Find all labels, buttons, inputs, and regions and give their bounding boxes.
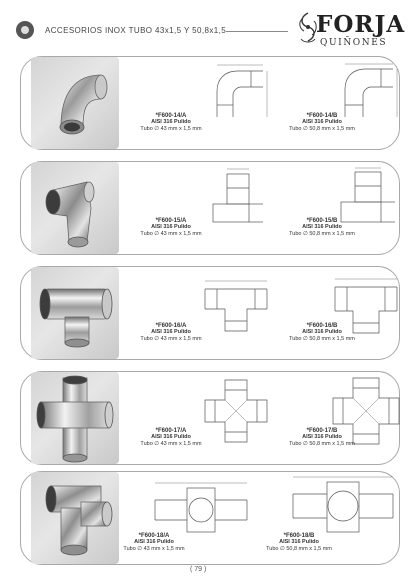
product-size: Tubo ∅ 43 mm x 1,5 mm (140, 335, 202, 342)
page-header (0, 0, 416, 58)
product-code: *F600-16/A (155, 323, 187, 329)
product-size: Tubo ∅ 43 mm x 1,5 mm (140, 230, 202, 237)
product-code: *F600-18/B (283, 533, 315, 539)
product-size: Tubo ∅ 50,8 mm x 1,5 mm (289, 335, 355, 342)
product-material: AISI 316 Pulido (151, 329, 191, 336)
brand-subtitle: QUIÑONES (320, 38, 388, 48)
product-label-b (279, 218, 365, 237)
product-size: Tubo ∅ 43 mm x 1,5 mm (140, 125, 202, 132)
product-size: Tubo ∅ 43 mm x 1,5 mm (140, 440, 202, 447)
product-label-a (128, 218, 214, 237)
product-material: AISI 316 Pulido (151, 434, 191, 441)
product-material: AISI 316 Pulido (302, 434, 342, 441)
product-code: *F600-18/A (138, 533, 170, 539)
product-label-a (128, 323, 214, 342)
product-code: *F600-14/B (306, 113, 338, 119)
product-material: AISI 316 Pulido (279, 539, 319, 546)
product-code: *F600-17/B (306, 428, 338, 434)
round-logo-icon (16, 21, 34, 39)
page-number: ( 79 ) (190, 566, 207, 573)
technical-drawing (207, 166, 269, 230)
product-card-f600-17 (20, 371, 400, 465)
product-size: Tubo ∅ 50,8 mm x 1,5 mm (289, 440, 355, 447)
product-code: *F600-15/B (306, 218, 338, 224)
product-size: Tubo ∅ 50,8 mm x 1,5 mm (289, 125, 355, 132)
product-code: *F600-14/A (155, 113, 187, 119)
product-card-f600-18 (20, 471, 400, 565)
brand-name: FORJA (316, 11, 406, 38)
product-code: *F600-15/A (155, 218, 187, 224)
product-code: *F600-16/B (306, 323, 338, 329)
product-size: Tubo ∅ 50,8 mm x 1,5 mm (266, 545, 332, 552)
product-label-a (128, 113, 214, 132)
product-photo-four-way (31, 472, 119, 564)
brand-logo (296, 11, 404, 49)
product-label-b (279, 113, 365, 132)
product-card-f600-14 (20, 56, 400, 150)
product-material: AISI 316 Pulido (302, 119, 342, 126)
product-label-a (111, 533, 197, 552)
product-material: AISI 316 Pulido (134, 539, 174, 546)
product-card-f600-15 (20, 161, 400, 255)
technical-drawing (291, 474, 395, 540)
product-label-a (128, 428, 214, 447)
product-photo-corner (31, 162, 119, 254)
product-code: *F600-17/A (155, 428, 187, 434)
technical-drawing (207, 61, 269, 123)
product-size: Tubo ∅ 50,8 mm x 1,5 mm (289, 230, 355, 237)
product-material: AISI 316 Pulido (151, 224, 191, 231)
product-material: AISI 316 Pulido (151, 119, 191, 126)
product-photo-tee (31, 267, 119, 359)
product-label-b (279, 428, 365, 447)
product-label-b (256, 533, 342, 552)
header-divider (226, 31, 288, 32)
product-photo-elbow (31, 57, 119, 149)
product-material: AISI 316 Pulido (302, 224, 342, 231)
product-material: AISI 316 Pulido (302, 329, 342, 336)
product-label-b (279, 323, 365, 342)
product-photo-cross (31, 372, 119, 464)
technical-drawing (151, 480, 251, 540)
product-card-f600-16 (20, 266, 400, 360)
product-size: Tubo ∅ 43 mm x 1,5 mm (123, 545, 185, 552)
page-title: ACCESORIOS INOX TUBO 43x1,5 Y 50,8x1,5 (45, 26, 227, 35)
